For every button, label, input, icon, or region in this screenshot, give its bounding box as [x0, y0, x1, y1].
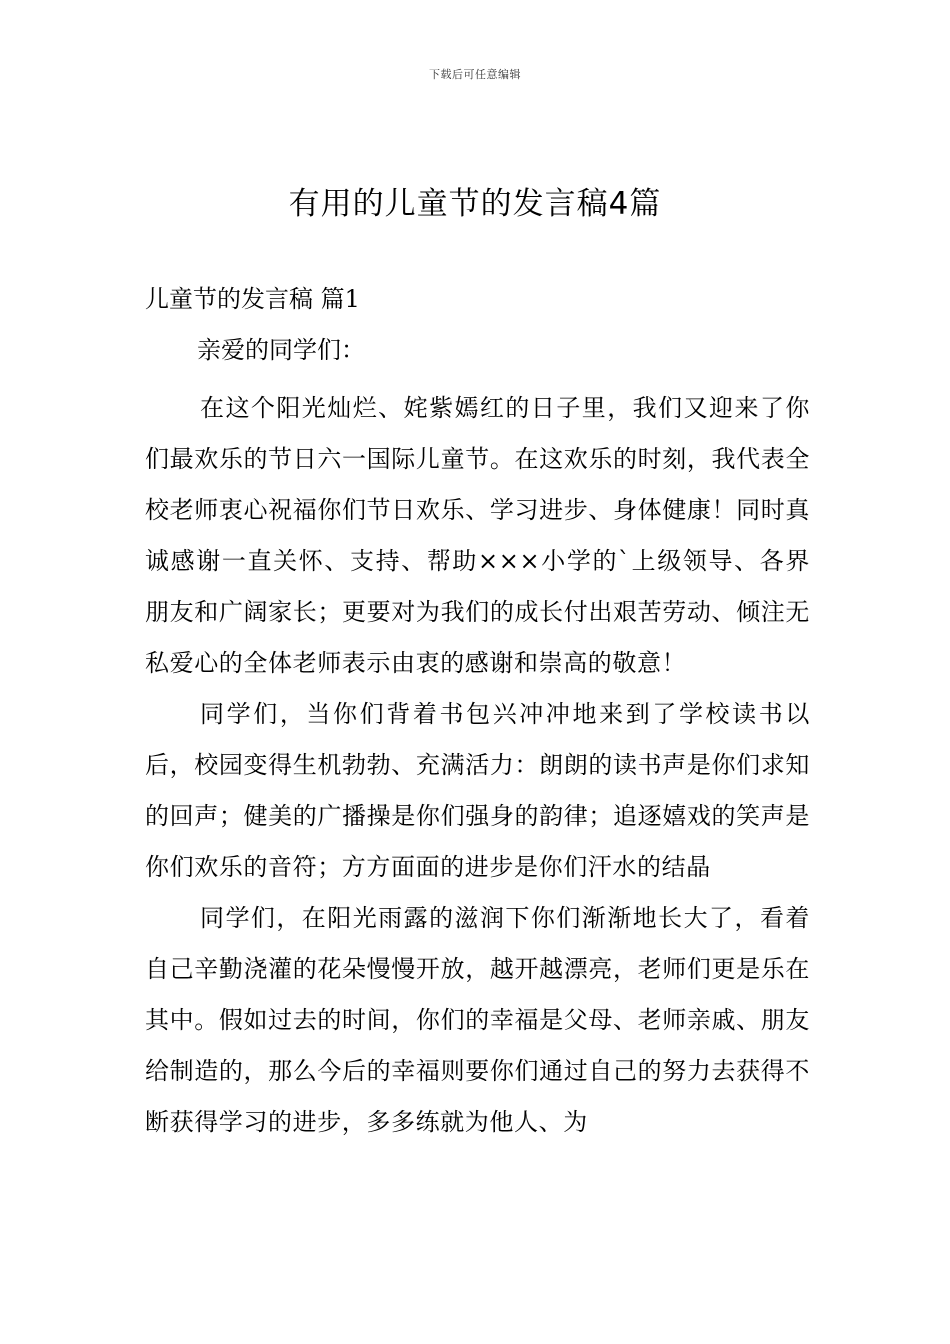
paragraph-list: [145, 383, 810, 1148]
paragraph: 同学们，在阳光雨露的滋润下你们渐渐地长大了，看着自己辛勤浇灌的花朵慢慢开放，越开越漂亮，老师们更是乐在其中。假如过去的时间，你们的幸福是父母、老师亲戚、朋友给制造的，那么今后的幸福则要你们通过自己的努力去获得不断获得学习的进步，多多练就为他人、为: [145, 904, 810, 1136]
document-body: [145, 284, 810, 1148]
paragraph: 同学们，当你们背着书包兴冲冲地来到了学校读书以后，校园变得生机勃勃、充满活力：朗朗的读书声是你们求知的回声；健美的广播操是你们强身的韵律；追逐嬉戏的笑声是你们欢乐的音符；方方面面的进步是你们汗水的结晶: [145, 700, 810, 881]
greeting: 亲爱的同学们：: [197, 336, 365, 364]
document-title: 有用的儿童节的发言稿4篇: [288, 186, 662, 222]
header-note: 下载后可任意编辑: [429, 68, 521, 81]
paragraph: 在这个阳光灿烂、姹紫嫣红的日子里，我们又迎来了你们最欢乐的节日六一国际儿童节。在这欢乐的时刻，我代表全校老师衷心祝福你们节日欢乐、学习进步、身体健康！同时真诚感谢一直关怀、支持、帮助×××小学的`上级领导、各界朋友和广阔家长；更要对为我们的成长付出艰苦劳动、倾注无私爱心的全体老师表示由衷的感谢和崇高的敬意！: [145, 394, 810, 677]
section-heading: 儿童节的发言稿 篇1: [145, 285, 360, 313]
